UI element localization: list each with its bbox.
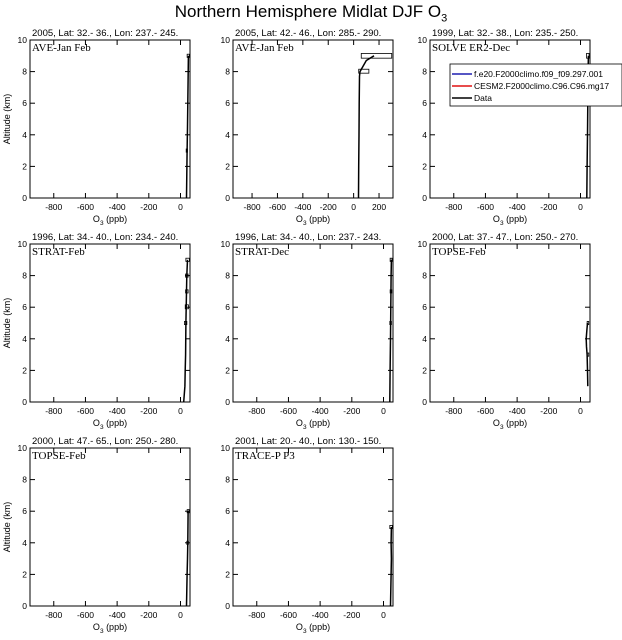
y-axis-label: Altitude (km): [2, 501, 12, 553]
x-axis-label: $O_3$ (ppb): [92, 418, 128, 431]
y-tick-label: 6: [422, 302, 427, 313]
x-tick-label: -800: [248, 610, 266, 620]
y-tick-label: 8: [22, 474, 27, 485]
x-tick-label: 0: [381, 406, 386, 416]
x-tick-label: 0: [381, 610, 386, 620]
y-tick-label: 6: [225, 506, 230, 517]
panel-6: [418, 232, 590, 431]
y-tick-label: 6: [225, 98, 230, 109]
y-tick-label: 8: [422, 270, 427, 281]
y-tick-label: 4: [225, 129, 230, 140]
x-tick-label: -800: [248, 406, 266, 416]
legend-label: CESM2.F2000climo.C96.C96.mg17: [474, 81, 610, 91]
y-tick-label: 2: [422, 161, 427, 172]
y-tick-label: 8: [225, 66, 230, 77]
y-tick-label: 0: [422, 193, 427, 203]
x-tick-label: -200: [343, 406, 361, 416]
x-tick-label: 200: [371, 202, 387, 212]
x-tick-label: -600: [76, 406, 94, 416]
series-line-data: [184, 260, 188, 402]
x-tick-label: -200: [140, 406, 158, 416]
x-tick-label: -400: [311, 406, 329, 416]
y-tick-label: 6: [22, 302, 27, 313]
x-axis-label: $O_3$ (ppb): [92, 622, 128, 635]
x-tick-label: -600: [76, 202, 94, 212]
x-tick-label: -600: [476, 202, 494, 212]
y-tick-label: 8: [422, 66, 427, 77]
panel-title: 2000, Lat: 47.- 65., Lon: 250.- 280.: [32, 436, 179, 447]
x-axis-label: $O_3$ (ppb): [492, 214, 528, 227]
x-axis-label: $O_3$ (ppb): [295, 418, 331, 431]
x-tick-label: 0: [178, 202, 183, 212]
panel-7: [2, 436, 190, 635]
x-tick-label: -800: [45, 202, 63, 212]
x-tick-label: -200: [343, 610, 361, 620]
y-tick-label: 2: [22, 365, 27, 376]
figure-title-text: Northern Hemisphere Midlat DJF O: [174, 2, 442, 21]
y-tick-label: 2: [422, 365, 427, 376]
y-tick-label: 4: [225, 537, 230, 548]
y-tick-label: 0: [22, 193, 27, 203]
plot-frame: [30, 244, 190, 402]
y-tick-label: 4: [422, 333, 427, 344]
campaign-label: AVE-Jan Feb: [32, 42, 91, 54]
x-tick-label: -600: [268, 202, 286, 212]
y-tick-label: 2: [225, 569, 230, 580]
panel-title: 1996, Lat: 34.- 40., Lon: 234.- 240.: [32, 232, 179, 243]
panel-title: 1996, Lat: 34.- 40., Lon: 237.- 243.: [235, 232, 382, 243]
series-line-data: [586, 323, 588, 386]
y-tick-label: 10: [17, 443, 27, 453]
y-axis-label: Altitude (km): [2, 297, 12, 349]
y-tick-label: 8: [225, 270, 230, 281]
x-tick-label: -400: [108, 202, 126, 212]
x-tick-label: -400: [508, 406, 526, 416]
data-range-box: [361, 53, 391, 58]
plot-frame: [233, 448, 393, 606]
y-tick-label: 6: [422, 98, 427, 109]
y-tick-label: 6: [22, 506, 27, 517]
x-tick-label: -200: [540, 202, 558, 212]
x-axis-label: $O_3$ (ppb): [295, 214, 331, 227]
panel-title: 2001, Lat: 20.- 40., Lon: 130.- 150.: [235, 436, 382, 447]
series-line-data: [187, 511, 189, 606]
x-tick-label: -400: [108, 406, 126, 416]
y-tick-label: 10: [220, 443, 230, 453]
panel-title: 2005, Lat: 42.- 46., Lon: 285.- 290.: [235, 28, 382, 39]
x-tick-label: -800: [445, 406, 463, 416]
x-tick-label: -800: [243, 202, 261, 212]
y-tick-label: 4: [225, 333, 230, 344]
x-tick-label: -200: [140, 202, 158, 212]
x-tick-label: -400: [294, 202, 312, 212]
plot-frame: [30, 40, 190, 198]
panel-5: [221, 232, 393, 431]
x-tick-label: -800: [45, 406, 63, 416]
campaign-label: STRAT-Feb: [32, 246, 85, 258]
x-axis-label: $O_3$ (ppb): [492, 418, 528, 431]
panel-title: 2005, Lat: 32.- 36., Lon: 237.- 245.: [32, 28, 179, 39]
series-line-data: [391, 527, 392, 606]
x-tick-label: -800: [445, 202, 463, 212]
y-tick-label: 10: [220, 239, 230, 249]
y-tick-label: 0: [22, 397, 27, 407]
y-tick-label: 2: [22, 569, 27, 580]
y-tick-label: 4: [422, 129, 427, 140]
y-tick-label: 10: [17, 239, 27, 249]
x-tick-label: 0: [578, 202, 583, 212]
y-tick-label: 2: [22, 161, 27, 172]
panel-1: [2, 28, 190, 227]
y-tick-label: 10: [17, 35, 27, 45]
y-tick-label: 10: [417, 35, 427, 45]
x-tick-label: -200: [319, 202, 337, 212]
series-line-data: [390, 260, 392, 402]
legend: [450, 64, 622, 106]
figure-title-subscript: 3: [441, 12, 448, 25]
x-tick-label: 0: [178, 406, 183, 416]
campaign-label: TOPSE-Feb: [32, 450, 86, 462]
y-tick-label: 2: [225, 365, 230, 376]
x-axis-label: $O_3$ (ppb): [295, 622, 331, 635]
panel-title: 1999, Lat: 32.- 38., Lon: 235.- 250.: [432, 28, 579, 39]
x-tick-label: -200: [540, 406, 558, 416]
x-tick-label: -600: [279, 406, 297, 416]
plot-frame: [430, 244, 590, 402]
x-tick-label: -800: [45, 610, 63, 620]
y-tick-label: 0: [225, 193, 230, 203]
y-tick-label: 8: [22, 270, 27, 281]
x-tick-label: 0: [351, 202, 357, 212]
x-tick-label: -600: [76, 610, 94, 620]
series-line-data: [359, 56, 375, 198]
legend-label: Data: [474, 93, 492, 103]
y-tick-label: 6: [225, 302, 230, 313]
x-tick-label: 0: [578, 406, 583, 416]
panel-8: [221, 436, 393, 635]
x-tick-label: -200: [140, 610, 158, 620]
y-tick-label: 8: [225, 474, 230, 485]
y-tick-label: 0: [225, 601, 230, 611]
legend-label: f.e20.F2000climo.f09_f09.297.001: [474, 69, 604, 79]
plot-frame: [233, 244, 393, 402]
x-axis-label: $O_3$ (ppb): [92, 214, 128, 227]
plot-frame: [233, 40, 393, 198]
campaign-label: AVE-Jan Feb: [235, 42, 294, 54]
y-tick-label: 6: [22, 98, 27, 109]
plot-frame: [30, 448, 190, 606]
y-tick-label: 0: [22, 601, 27, 611]
x-tick-label: -600: [279, 610, 297, 620]
y-tick-label: 4: [22, 333, 27, 344]
y-tick-label: 4: [22, 129, 27, 140]
panel-2: [221, 28, 393, 227]
series-line-data: [187, 56, 189, 198]
y-tick-label: 4: [22, 537, 27, 548]
x-tick-label: 0: [178, 610, 183, 620]
campaign-label: TOPSE-Feb: [432, 246, 486, 258]
y-tick-label: 10: [417, 239, 427, 249]
panel-title: 2000, Lat: 37.- 47., Lon: 250.- 270.: [432, 232, 579, 243]
panel-4: [2, 232, 190, 431]
y-axis-label: Altitude (km): [2, 93, 12, 145]
x-tick-label: -400: [311, 610, 329, 620]
campaign-label: STRAT-Dec: [235, 246, 289, 258]
panel-3: [418, 28, 590, 227]
campaign-label: SOLVE ER2-Dec: [432, 42, 511, 54]
x-tick-label: -400: [108, 610, 126, 620]
y-tick-label: 0: [225, 397, 230, 407]
y-tick-label: 10: [220, 35, 230, 45]
y-tick-label: 0: [422, 397, 427, 407]
x-tick-label: -400: [508, 202, 526, 212]
y-tick-label: 8: [22, 66, 27, 77]
campaign-label: TRACE-P P3: [235, 450, 295, 462]
y-tick-label: 2: [225, 161, 230, 172]
x-tick-label: -600: [476, 406, 494, 416]
